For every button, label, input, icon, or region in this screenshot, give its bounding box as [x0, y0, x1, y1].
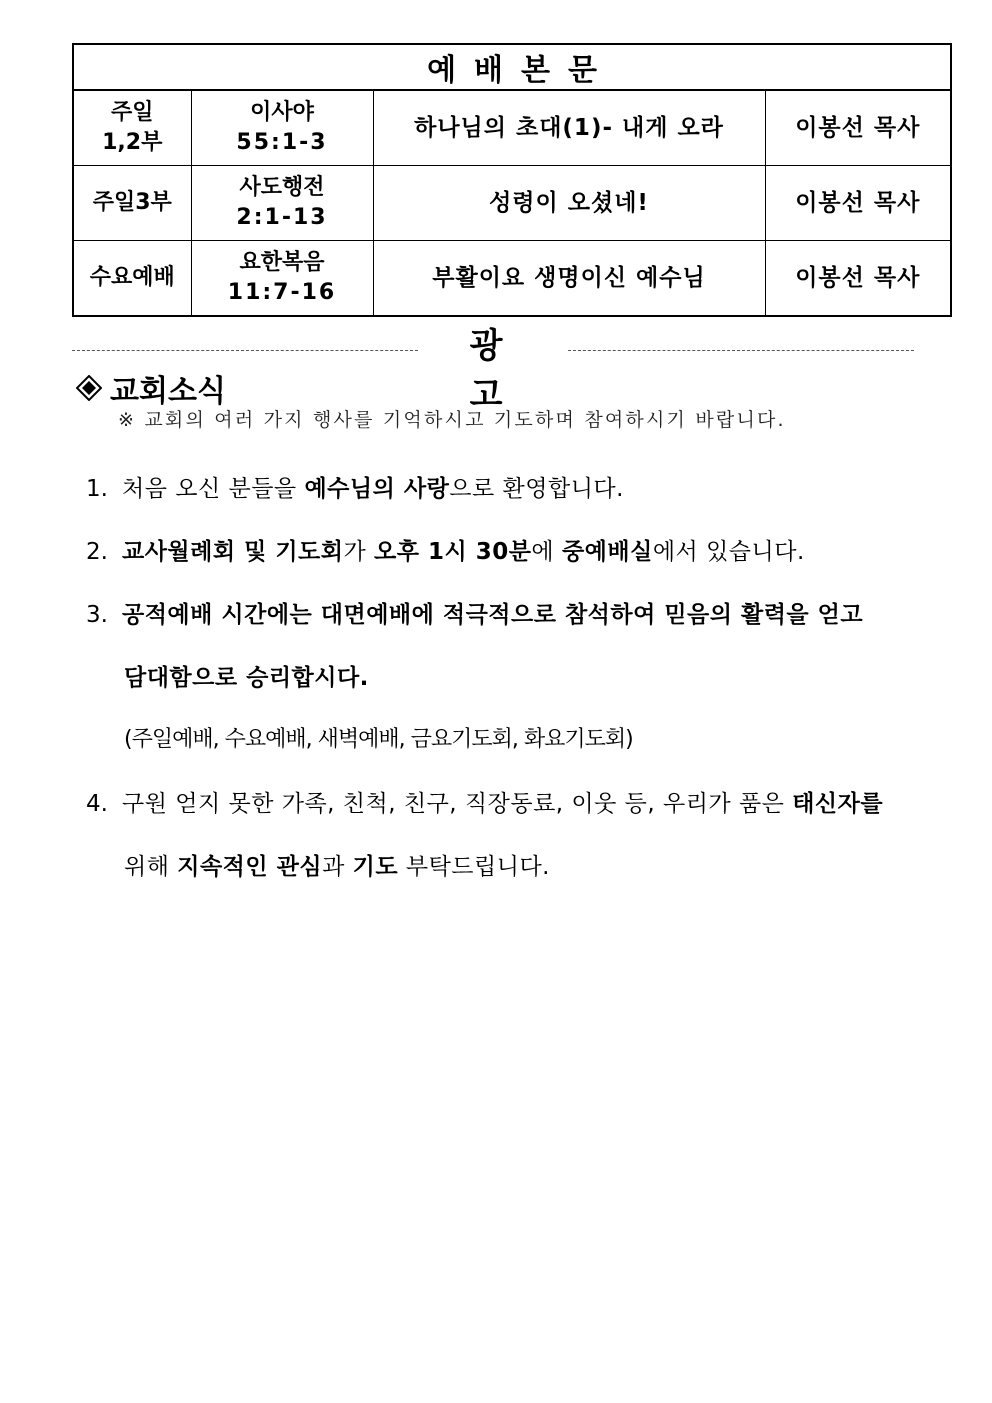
- emphasis-text: 태신자를: [792, 791, 884, 817]
- sermon-table-header-row: [73, 44, 951, 90]
- church-news-heading: [76, 368, 226, 408]
- sermon-title-cell: 부활이요 생명이신 예수님: [373, 241, 765, 317]
- emphasis-text: 공적예배 시간에는 대면예배에 적극적으로 참석하여 믿음의 활력을 얻고: [122, 602, 864, 628]
- item-text: [122, 476, 624, 502]
- announcement-item-4: [86, 785, 883, 818]
- plain-text: 에서 있습니다.: [652, 539, 805, 565]
- scripture-cell: [191, 90, 373, 166]
- sermon-row: [73, 241, 951, 317]
- scripture-verse: 55:1-3: [236, 130, 328, 155]
- service-name-part: 1,2부: [102, 130, 163, 155]
- service-name: 수요예배: [89, 265, 175, 290]
- announcement-item-2: [86, 533, 805, 566]
- item-text: [122, 602, 863, 628]
- scripture-book: 사도행전: [239, 175, 325, 200]
- sermon-table: [72, 43, 952, 317]
- emphasis-text: 오후 1시 30분: [374, 539, 532, 565]
- diamond-icon: [76, 375, 102, 401]
- item-number: 2.: [86, 539, 108, 565]
- sermon-table-header: 예배본문: [73, 44, 951, 90]
- plain-text: 부탁드립니다.: [398, 854, 550, 880]
- plain-text: 과: [322, 854, 353, 880]
- item-number: 4.: [86, 791, 108, 817]
- scripture-verse: 2:1-13: [236, 205, 328, 230]
- service-cell: [73, 241, 191, 317]
- emphasis-text: 예수님의 사랑: [304, 476, 450, 502]
- scripture-cell: [191, 241, 373, 317]
- item-text: [122, 791, 883, 817]
- scripture-verse: 11:7-16: [227, 280, 337, 305]
- plain-text: 구원 얻지 못한 가족, 친척, 친구, 직장동료, 이웃 등, 우리가 품은: [122, 791, 793, 817]
- service-name: 주일3부: [92, 190, 172, 215]
- plain-text: 으로 환영합니다.: [449, 476, 624, 502]
- emphasis-text: 기도: [352, 854, 399, 880]
- scripture-book: 요한복음: [239, 250, 325, 275]
- dashed-divider-left: [72, 350, 418, 351]
- ads-title: 광고: [469, 326, 537, 415]
- service-cell: [73, 166, 191, 241]
- announcement-item-1: [86, 470, 624, 503]
- announcement-item-3-services: (주일예배, 수요예배, 새벽예배, 금요기도회, 화요기도회): [124, 727, 633, 752]
- preacher-cell: 이봉선 목사: [765, 166, 951, 241]
- dashed-divider-right: [568, 350, 914, 351]
- emphasis-text: 중예배실: [561, 539, 653, 565]
- announcement-item-3-continued: [124, 659, 369, 692]
- sermon-row: [73, 166, 951, 241]
- plain-text: 에: [531, 539, 562, 565]
- item-text: [122, 539, 805, 565]
- plain-text: 처음 오신 분들을: [122, 476, 305, 502]
- emphasis-text: 지속적인 관심: [177, 854, 323, 880]
- item-number: 3.: [86, 602, 108, 628]
- scripture-book: 이사야: [250, 100, 314, 125]
- preacher-cell: 이봉선 목사: [765, 241, 951, 317]
- sermon-title-cell: 성령이 오셨네!: [373, 166, 765, 241]
- service-cell: [73, 90, 191, 166]
- church-news-note: ※ 교회의 여러 가지 행사를 기억하시고 기도하며 참여하시기 바랍니다.: [118, 409, 786, 431]
- emphasis-text: 담대함으로 승리합시다.: [124, 665, 369, 691]
- announcement-item-4-continued: [124, 848, 550, 881]
- item-number: 1.: [86, 476, 108, 502]
- announcement-item-3: [86, 596, 863, 629]
- plain-text: 위해: [124, 854, 178, 880]
- plain-text: 가: [343, 539, 375, 565]
- sermon-title-cell: 하나님의 초대(1)- 내게 오라: [373, 90, 765, 166]
- church-news-label: 교회소식: [110, 374, 226, 409]
- sermon-row: [73, 90, 951, 166]
- scripture-cell: [191, 166, 373, 241]
- service-name: 주일: [110, 100, 154, 125]
- preacher-cell: 이봉선 목사: [765, 90, 951, 166]
- emphasis-text: 교사월례회 및 기도회: [122, 539, 344, 565]
